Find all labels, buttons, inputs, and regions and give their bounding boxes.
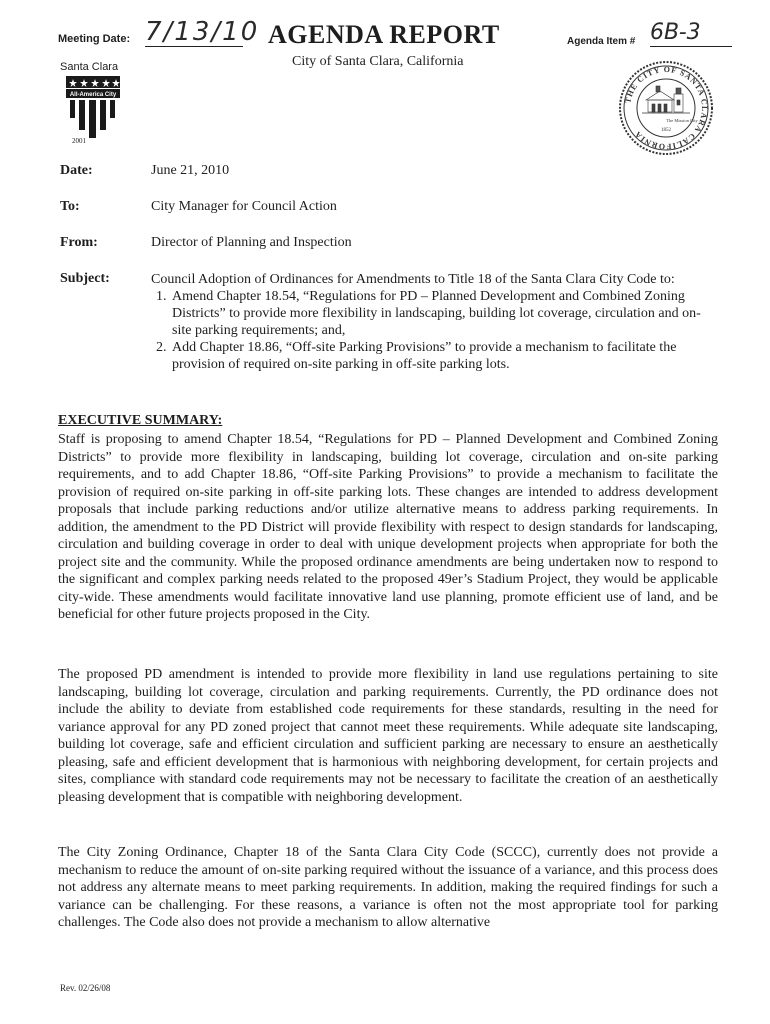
meeting-date-handwritten: 7/13/10 bbox=[145, 17, 260, 47]
subject-item: 2. Add Chapter 18.86, “Off-site Parking Provisions” to provide a mechanism to facilitate the provision of required on-site parking in off-site parking lots. bbox=[170, 339, 711, 373]
city-seal-emblem bbox=[618, 60, 714, 156]
city-seal bbox=[618, 60, 714, 156]
summary-paragraph: The proposed PD amendment is intended to provide more flexibility in land use regulations pertaining to site landscaping, building lot coverage, circulation and parking requirements. Currently, the PD ordinance does not include the ability to deviate from established code requirements for these standards, resulting in the need for variance approval for any PD zoned project that cannot meet these requirements. While adequate site landscaping, building lot coverage, safe and efficient circulation and sufficient parking are necessary to ensure an aesthetically pleasing, safe and efficient development that is harmonious with neighboring development, for certain projects and sites, compliance with standard code requirements may not be necessary to facilitate the creation of an aesthetically pleasing development that is compatible with neighboring development. bbox=[58, 667, 718, 805]
date-value: June 21, 2010 bbox=[151, 163, 230, 178]
subject-block bbox=[151, 271, 711, 373]
subject-label: Subject: bbox=[60, 271, 110, 286]
to-label: To: bbox=[60, 199, 80, 214]
to-value: City Manager for Council Action bbox=[151, 199, 337, 214]
logo-banner-text: All-America City bbox=[69, 92, 117, 98]
all-america-city-logo bbox=[60, 58, 140, 150]
subject-item: 1. Amend Chapter 18.54, “Regulations for PD – Planned Development and Combined Zoning Districts” to provide more flexibility in landscaping, building lot coverage, circulation and on-site parking requirements; and, bbox=[170, 288, 711, 339]
page-subtitle: City of Santa Clara, California bbox=[292, 54, 464, 69]
logo-city-name: Santa Clara bbox=[60, 61, 119, 73]
agenda-item-label: Agenda Item # bbox=[567, 36, 636, 47]
logo-year: 2001 bbox=[72, 137, 86, 145]
revision-note: Rev. 02/26/08 bbox=[60, 983, 111, 993]
from-label: From: bbox=[60, 235, 98, 250]
executive-summary-heading: EXECUTIVE SUMMARY: bbox=[58, 413, 223, 428]
meeting-date-label: Meeting Date: bbox=[58, 33, 131, 45]
page-title: AGENDA REPORT bbox=[268, 20, 500, 49]
from-value: Director of Planning and Inspection bbox=[151, 235, 352, 250]
seal-center-text: The Mission City bbox=[666, 118, 698, 123]
agenda-item-handwritten: 6B-3 bbox=[650, 20, 732, 47]
seal-year: 1852 bbox=[661, 128, 671, 133]
subject-intro: Council Adoption of Ordinances for Amendments to Title 18 of the Santa Clara City Code to: bbox=[151, 272, 675, 287]
summary-paragraph: The City Zoning Ordinance, Chapter 18 of the Santa Clara City Code (SCCC), currently does not provide a mechanism to reduce the amount of on-site parking required without the issuance of a variance, and this process does not address any alternate means to meet parking requirements. In addition, making the required findings for such a variance can be challenging. For these reasons, a variance is often not the most appropriate tool for parking challenges. The Code also does not provide a mechanism to allow alternative bbox=[58, 845, 718, 930]
all-america-city-shield-icon bbox=[64, 76, 124, 138]
seal-ring-text: THE CITY OF SANTA CLARA CALIFORNIA bbox=[623, 64, 710, 152]
date-label: Date: bbox=[60, 163, 93, 178]
subject-list bbox=[151, 288, 711, 373]
summary-paragraph: Staff is proposing to amend Chapter 18.54, “Regulations for PD – Planned Development and Combined Zoning Districts” to provide more flexibility in landscaping, building lot coverage, circulation and on-site parking requirements, and to add Chapter 18.86, “Off-site Parking Provisions” to provide a mechanism to facilitate the provision of required on-site parking in off-site parking lots. These changes are intended to address development proposals that include parking reductions and/or utilize alternative means to address parking requirements. In addition, the amendment to the PD District will provide flexibility with respect to design standards for landscaping, circulation and building coverage in order to deal with unique development projects when appropriate for both the project site and the community. While the proposed ordinance amendments are being undertaken now to respond to the significant and complex parking needs related to the proposed 49er’s Stadium Project, they would be applicable city-wide. These amendments would facilitate innovative land use planning, promote efficient use of land, and be beneficial for other future projects proposed in the City. bbox=[58, 432, 718, 622]
